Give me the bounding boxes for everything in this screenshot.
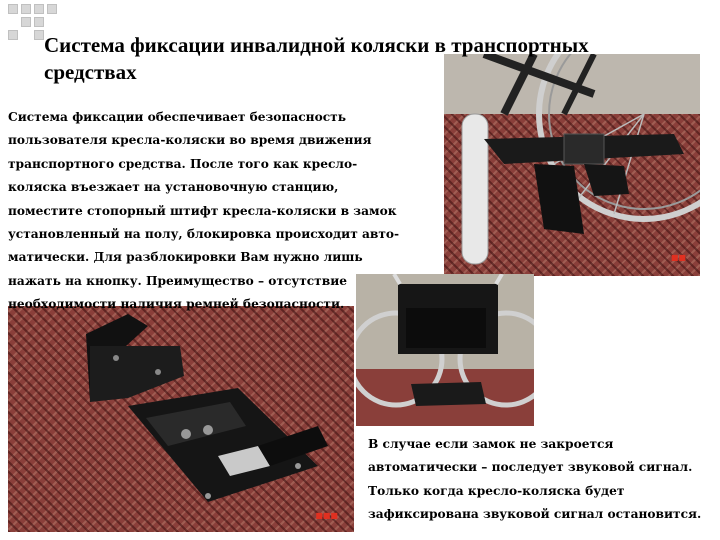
floor-lock-station-photo: ■■■: [8, 306, 354, 532]
slide-title: Система фиксации инвалидной коляски в транспортных средствах: [44, 33, 589, 84]
body-paragraph: Система фиксации обеспечивает безопасность пользователя кресла-коляски во время движения транспортного средства. После того как кресло- коляска въезжает на установочную станцию, поместите стопорный штифт кресла-коляски в замок установленный на полу, блокировка происходит авто- матически. Для разблокировки Вам нужно лишь нажать на кнопку. Преимущество – отсутствие необходимости наличия ремней безопасности.: [8, 110, 400, 312]
note-paragraph: В случае если замок не закроется автоматически – последует звуковой сигнал. Только когда кресло-коляска будет зафиксирована звуковой сигнал остановится.: [368, 437, 702, 522]
wheelchair-docking-photo: ■■: [444, 54, 700, 276]
